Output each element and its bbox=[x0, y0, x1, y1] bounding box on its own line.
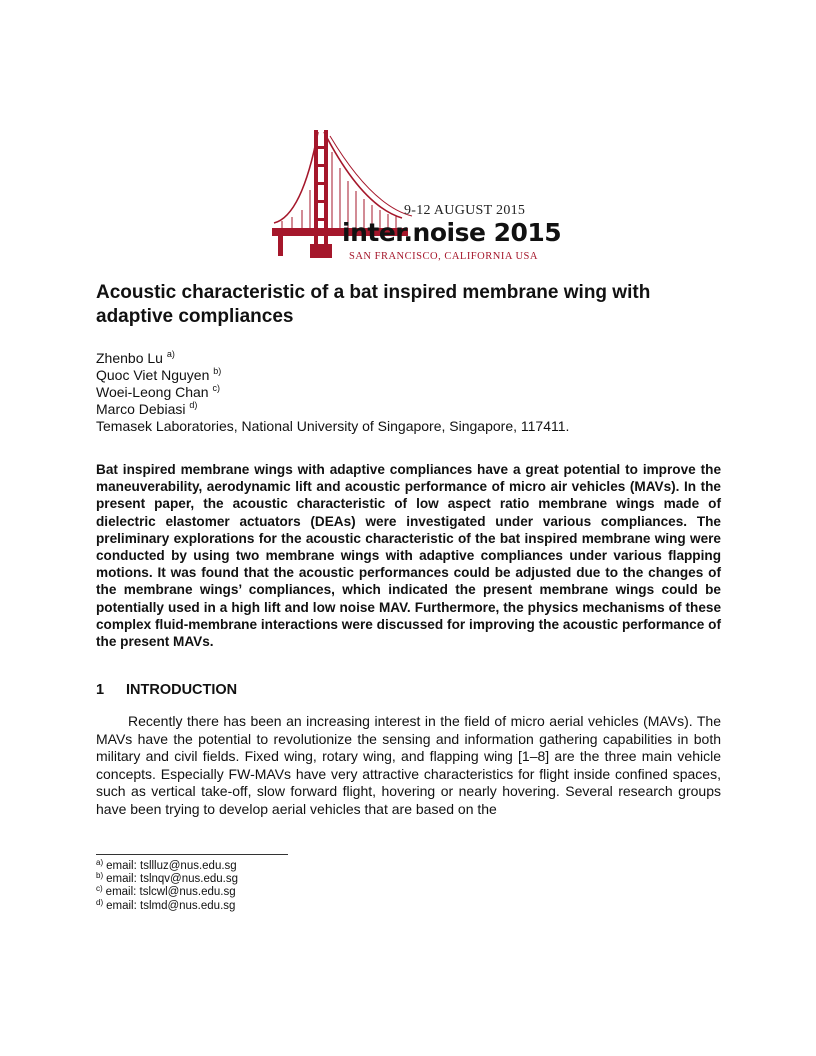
footnote-email: email: tslnqv@nus.edu.sg bbox=[106, 873, 238, 886]
author-line bbox=[96, 367, 569, 384]
section-title: INTRODUCTION bbox=[126, 682, 238, 698]
author-mark: d) bbox=[189, 400, 198, 410]
conference-logo bbox=[272, 128, 552, 268]
footnote bbox=[96, 886, 238, 899]
author-name: Quoc Viet Nguyen bbox=[96, 367, 210, 383]
footnote-mark: d) bbox=[96, 897, 104, 907]
paper-title: Acoustic characteristic of a bat inspired membrane wing with adaptive compliances bbox=[96, 282, 651, 327]
footnote bbox=[96, 860, 238, 873]
footnote-email: email: tsllluz@nus.edu.sg bbox=[106, 860, 237, 872]
section-heading bbox=[96, 682, 237, 698]
footnote bbox=[96, 873, 238, 886]
footnote-mark: b) bbox=[96, 871, 104, 881]
footnote bbox=[96, 897, 238, 913]
author-name: Marco Debiasi bbox=[96, 401, 186, 417]
author-name: Zhenbo Lu bbox=[96, 350, 163, 366]
author-mark: a) bbox=[166, 349, 175, 359]
conference-date: 9-12 AUGUST 2015 bbox=[404, 203, 526, 218]
footnote-divider bbox=[96, 854, 288, 855]
footnote-mark: a) bbox=[96, 858, 104, 867]
conference-name: inter.noise 2015 bbox=[342, 218, 562, 247]
footnote-email: email: tslcwl@nus.edu.sg bbox=[105, 886, 236, 899]
author-block bbox=[96, 350, 569, 435]
section-number: 1 bbox=[96, 682, 105, 698]
footnote-mark: c) bbox=[96, 884, 103, 894]
author-line bbox=[96, 401, 569, 418]
footnotes bbox=[96, 860, 238, 913]
conference-location: SAN FRANCISCO, CALIFORNIA USA bbox=[349, 251, 538, 262]
author-line bbox=[96, 350, 569, 367]
author-name: Woei-Leong Chan bbox=[96, 384, 209, 400]
introduction-paragraph: Recently there has been an increasing interest in the field of micro aerial vehicles (MAVs). The MAVs have the potential to revolutionize the sensing and information gathering capabilities in both military and civil fields. Fixed wing, rotary wing, and flapping wing [1–8] are the three main vehicle concepts. Especially FW-MAVs have very attractive characteristics for flight inside confined spaces, such as vertical take-off, slow forward flight, hovering or nearly hovering. Several research groups have been trying to develop aerial vehicles that are based on the bbox=[96, 713, 721, 817]
author-mark: c) bbox=[212, 383, 220, 393]
abstract: Bat inspired membrane wings with adaptive compliances have a great potential to improve the maneuverability, aerodynamic lift and acoustic performance of micro air vehicles (MAVs). In the present paper, the acoustic characteristic of low aspect ratio membrane wings made of dielectric elastomer actuators (DEAs) were investigated under various compliances. The preliminary explorations for the acoustic characteristic of the bat inspired membrane wing were conducted by using two membrane wings with adaptive compliances under various flapping motions. It was found that the acoustic performances could be adjusted due to the changes of the membrane wings’ compliances, which indicated the present membrane wings could be potentially used in a high lift and low noise MAV. Furthermore, the physics mechanisms of these complex fluid-membrane interactions were discussed for improving the acoustic performance of the present MAVs. bbox=[96, 462, 721, 650]
affiliation: Temasek Laboratories, National University of Singapore, Singapore, 117411. bbox=[96, 418, 570, 434]
golden-gate-bridge-icon bbox=[272, 128, 552, 268]
author-mark: b) bbox=[213, 366, 222, 376]
footnote-email: email: tslmd@nus.edu.sg bbox=[106, 899, 236, 912]
author-line bbox=[96, 384, 569, 401]
